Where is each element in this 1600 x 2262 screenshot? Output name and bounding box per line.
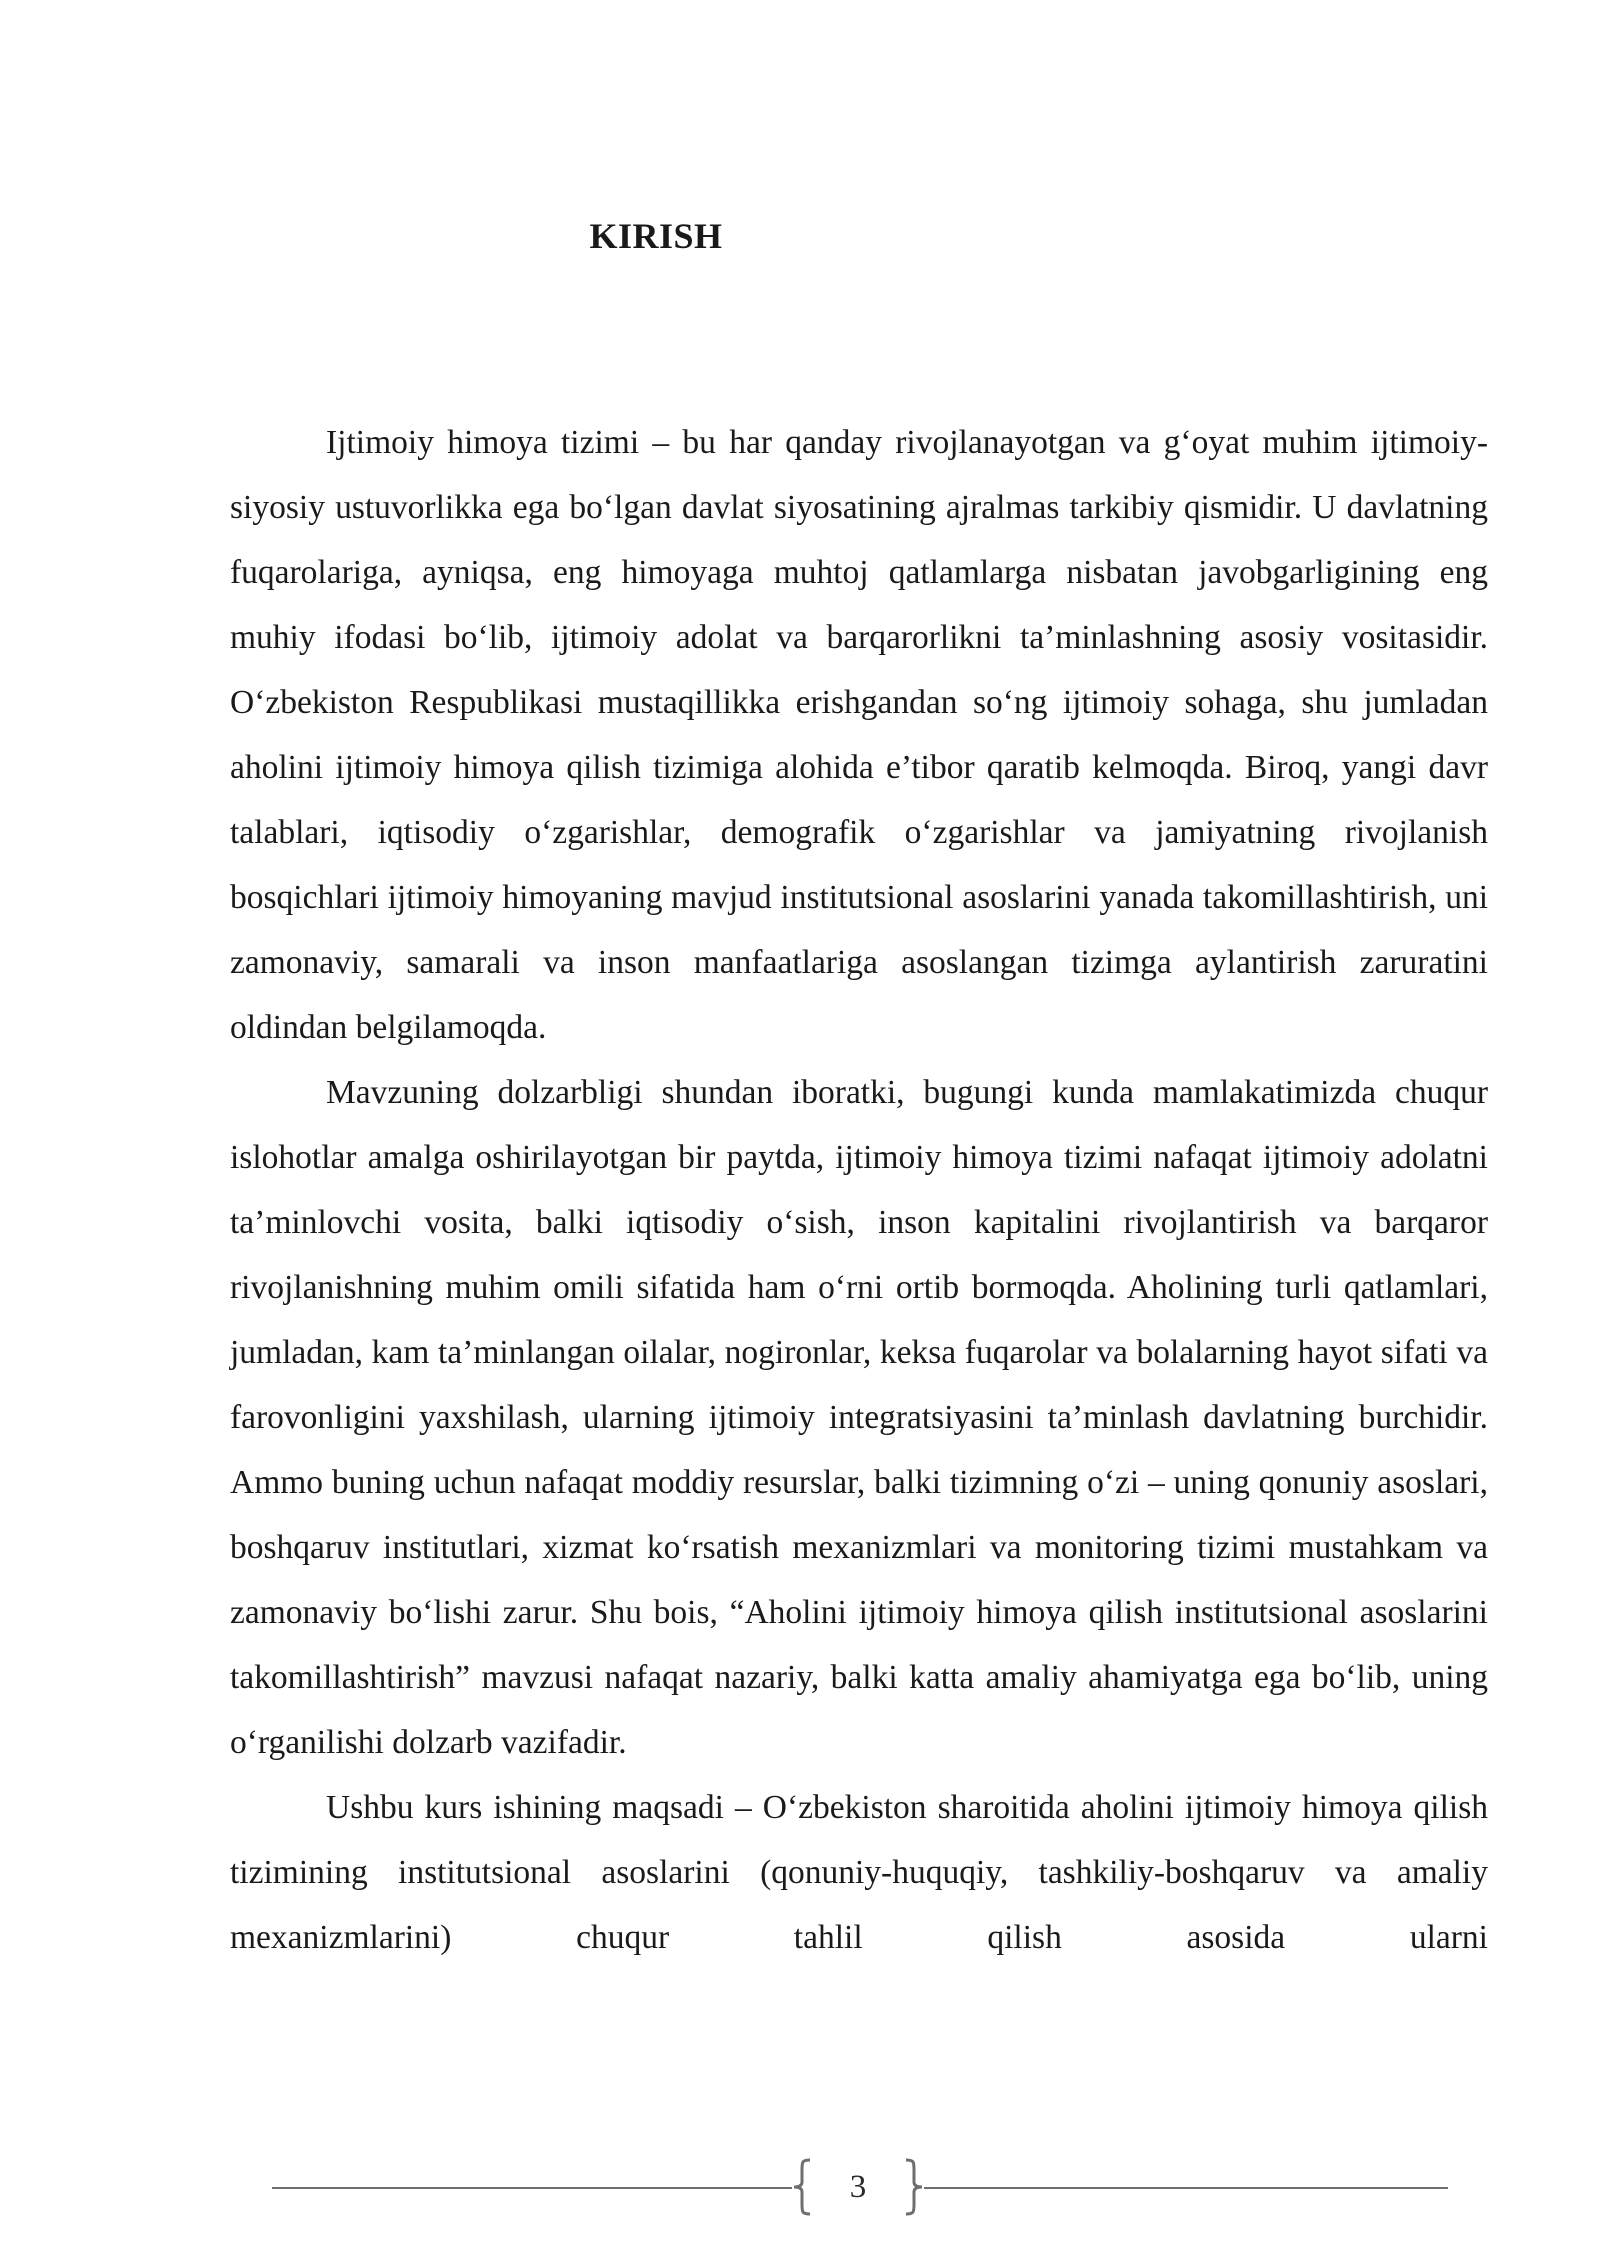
section-heading: KIRISH bbox=[589, 216, 723, 256]
body-text bbox=[230, 410, 1488, 1970]
right-brace-icon bbox=[902, 2158, 924, 2216]
page-number: 3 bbox=[849, 2169, 867, 2205]
paragraph-relevance: Mavzuning dolzarbligi shundan iboratki, bugungi kunda mamlakatimizda chuqur islohotlar amalga oshirilayotgan bir paytda, ijtimoiy himoya tizimi nafaqat ijtimoiy adolatni ta’minlovchi vosita, balki iqtisodiy o‘sish, inson kapitalini rivojlantirish va barqaror rivojlanishning muhim omili sifatida ham o‘rni ortib bormoqda. Aholining turli qatlamlari, jumladan, kam ta’minlangan oilalar, nogironlar, keksa fuqarolar va bolalarning hayot sifati va farovonligini yaxshilash, ularning ijtimoiy integratsiyasini ta’minlash davlatning burchidir. Ammo buning uchun nafaqat moddiy resurslar, balki tizimning o‘zi – uning qonuniy asoslari, boshqaruv institutlari, xizmat ko‘rsatish mexanizmlari va monitoring tizimi mustahkam va zamonaviy bo‘lishi zarur. Shu bois, “Aholini ijtimoiy himoya qilish institutsional asoslarini takomillashtirish” mavzusi nafaqat nazariy, balki katta amaliy ahamiyatga ega bo‘lib, uning o‘rganilishi dolzarb vazifadir. bbox=[230, 1074, 1488, 1761]
footer-rule-left bbox=[272, 2187, 792, 2189]
paragraph-goal: Ushbu kurs ishining maqsadi – O‘zbekiston sharoitida aholini ijtimoiy himoya qilish tizimining institutsional asoslarini (qonuniy-huquqiy, tashkiliy-boshqaruv va amaliy mexanizmlarini) chuqur tahlil qilish asosida ularni bbox=[230, 1789, 1488, 1956]
paragraph-intro: Ijtimoiy himoya tizimi – bu har qanday rivojlanayotgan va g‘oyat muhim ijtimoiy-siyosiy ustuvorlikka ega bo‘lgan davlat siyosatining ajralmas tarkibiy qismidir. U davlatning fuqarolariga, ayniqsa, eng himoyaga muhtoj qatlamlarga nisbatan javobgarligining eng muhiy ifodasi bo‘lib, ijtimoiy adolat va barqarorlikni ta’minlashning asosiy vositasidir. O‘zbekiston Respublikasi mustaqillikka erishgandan so‘ng ijtimoiy sohaga, shu jumladan aholini ijtimoiy himoya qilish tizimiga alohida e’tibor qaratib kelmoqda. Biroq, yangi davr talablari, iqtisodiy o‘zgarishlar, demografik o‘zgarishlar va jamiyatning rivojlanish bosqichlari ijtimoiy himoyaning mavjud institutsional asoslarini yanada takomillashtirish, uni zamonaviy, samarali va inson manfaatlariga asoslangan tizimga aylantirish zaruratini oldindan belgilamoqda. bbox=[230, 424, 1488, 1046]
left-brace-icon bbox=[792, 2158, 814, 2216]
page-footer bbox=[272, 2158, 1448, 2218]
footer-rule-right bbox=[924, 2187, 1448, 2189]
